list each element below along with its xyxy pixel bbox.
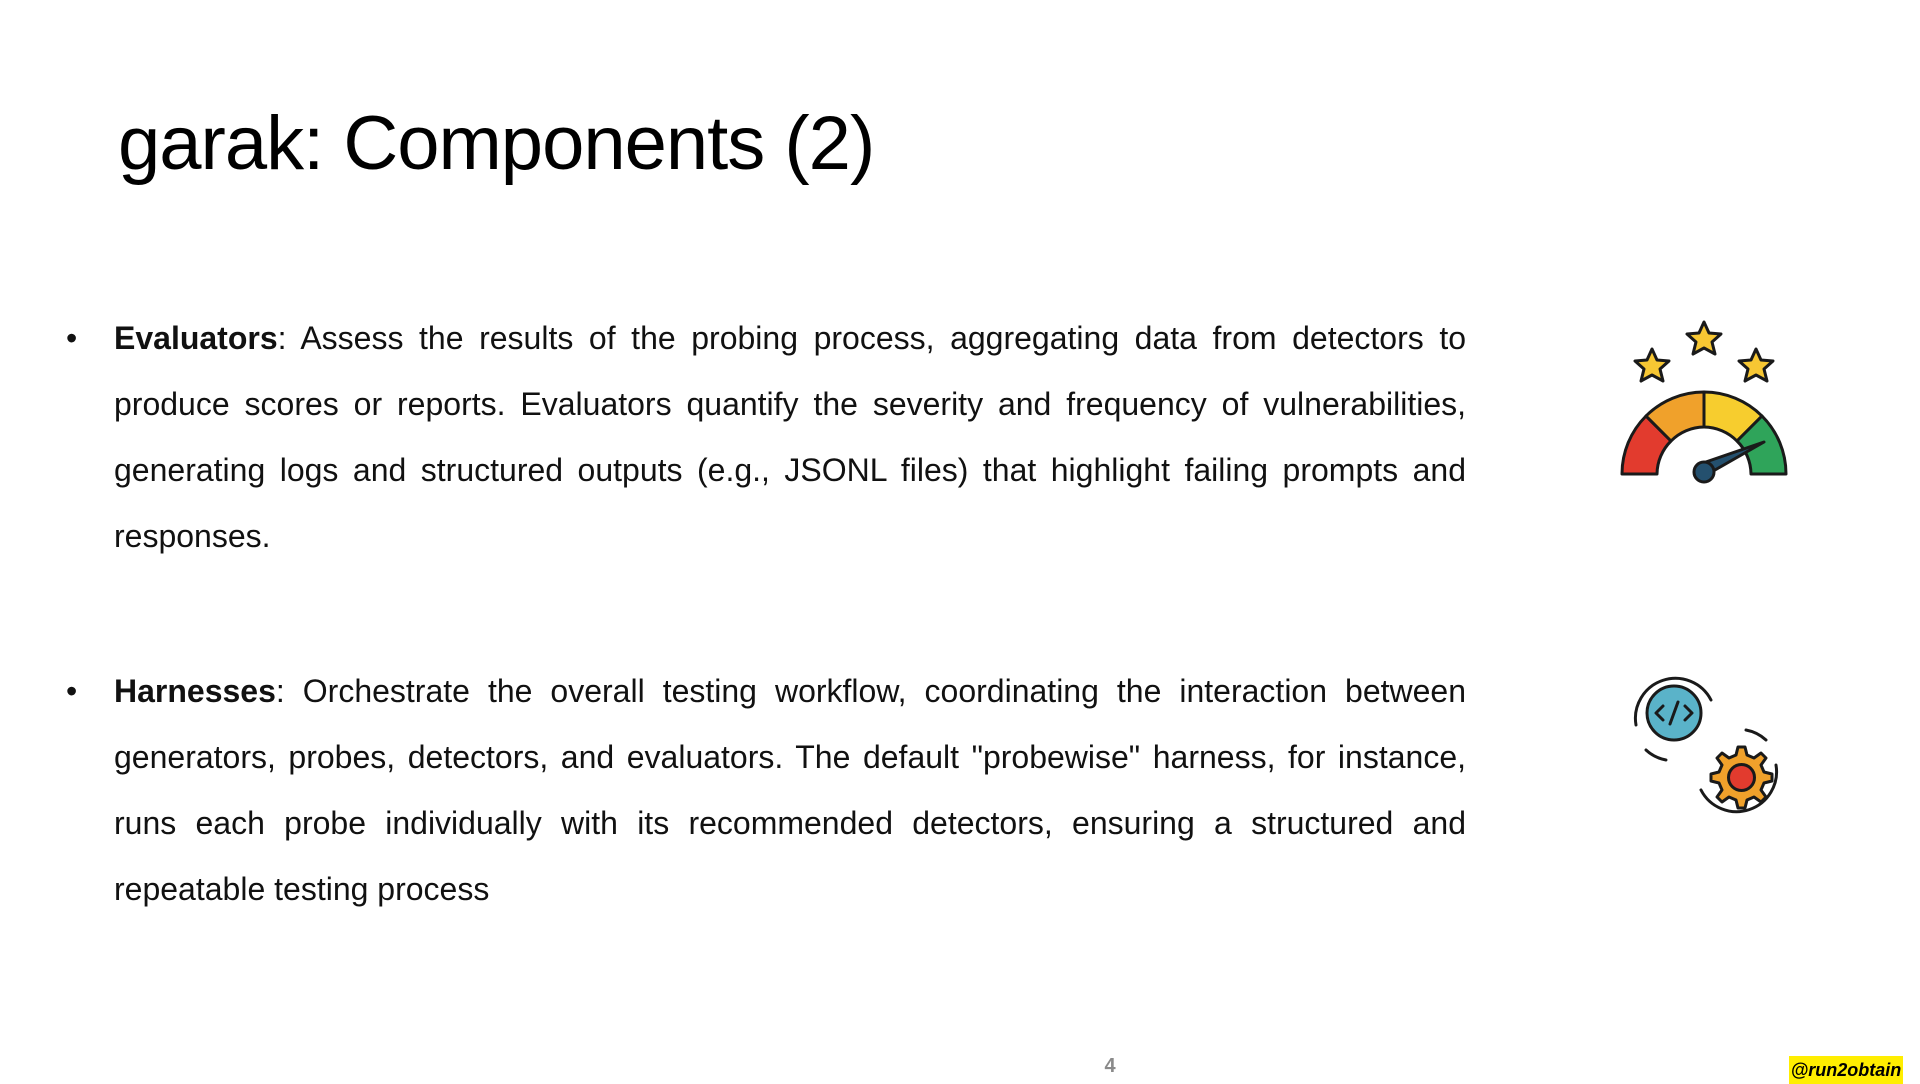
star-center-icon (1687, 322, 1721, 354)
bullet-symbol: • (66, 673, 78, 709)
bullet-item-harnesses (66, 658, 1466, 922)
bullet-description: : Assess the results of the probing process, aggregating data from detectors to produce scores or reports. Evaluators quantify the severity and frequency of vulnerabilities, generating logs and structured outputs (e.g., JSONL files) that highlight failing prompts and responses. (114, 320, 1466, 554)
star-right-icon (1739, 349, 1773, 381)
author-handle-badge: @run2obtain (1789, 1056, 1903, 1084)
slide-title: garak: Components (2) (118, 101, 875, 186)
star-left-icon (1635, 349, 1669, 381)
bullet-symbol: • (66, 320, 78, 356)
bullet-paragraph (114, 305, 1466, 569)
bullet-term: Harnesses (114, 673, 276, 709)
code-gear-cycle-icon (1616, 655, 1796, 835)
bullet-description: : Orchestrate the overall testing workflow, coordinating the interaction between generators, probes, detectors, and evaluators. The default "probewise" harness, for instance, runs each probe individually with its recommended detectors, ensuring a structured and repeatable testing process (114, 673, 1466, 907)
bullet-term: Evaluators (114, 320, 278, 356)
bullet-item-evaluators (66, 305, 1466, 569)
rating-gauge-icon (1616, 314, 1796, 494)
page-number: 4 (1104, 1055, 1116, 1077)
bullet-paragraph (114, 658, 1466, 922)
